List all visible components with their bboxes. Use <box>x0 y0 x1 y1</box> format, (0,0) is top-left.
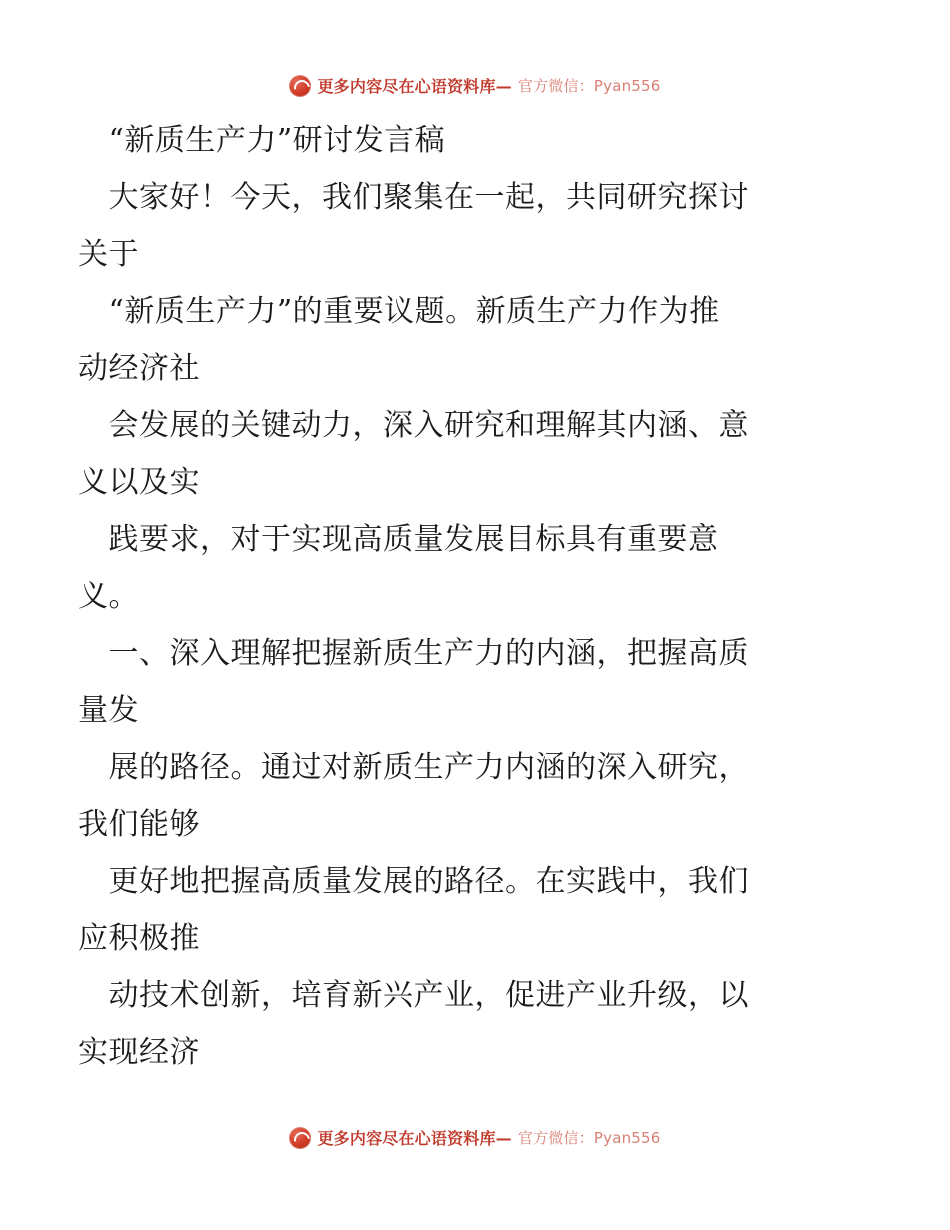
document-content <box>78 112 878 1081</box>
watermark-top <box>0 74 950 97</box>
text-line: 应积极推 <box>78 921 200 956</box>
text-line: 我们能够 <box>78 807 200 842</box>
paragraph-topic <box>78 283 878 397</box>
text-line: 一、深入理解把握新质生产力的内涵，把握高质 <box>78 636 749 671</box>
text-line: 义以及实 <box>78 465 200 500</box>
text-line: 义。 <box>78 579 139 614</box>
text-line: 实现经济 <box>78 1035 200 1070</box>
paragraph-practice <box>78 511 878 625</box>
paragraph-key-driver <box>78 397 878 511</box>
text-line: 大家好！今天，我们聚集在一起，共同研究探讨 <box>78 180 749 215</box>
paragraph-section-one <box>78 625 878 739</box>
paragraph-grasp <box>78 853 878 967</box>
text-line: 量发 <box>78 693 139 728</box>
watermark-main-text: 更多内容尽在心语资料库— <box>317 77 512 96</box>
text-line: 更好地把握高质量发展的路径。在实践中，我们 <box>78 864 749 899</box>
watermark-sub-text: 官方微信：Pyan556 <box>517 77 661 95</box>
document-title <box>78 112 878 169</box>
circle-logo-icon <box>289 75 311 97</box>
text-line: 践要求，对于实现高质量发展目标具有重要意 <box>78 522 719 557</box>
text-line: 会发展的关键动力，深入研究和理解其内涵、意 <box>78 408 749 443</box>
paragraph-path <box>78 739 878 853</box>
paragraph-innovation <box>78 967 878 1081</box>
text-line: “新质生产力”的重要议题。新质生产力作为推 <box>78 294 720 329</box>
circle-logo-icon <box>289 1127 311 1149</box>
text-line: 动经济社 <box>78 351 200 386</box>
text-line: 展的路径。通过对新质生产力内涵的深入研究， <box>78 750 749 785</box>
paragraph-greeting <box>78 169 878 283</box>
text-line: 关于 <box>78 237 139 272</box>
watermark-sub-text: 官方微信：Pyan556 <box>517 1129 661 1147</box>
text-line: 动技术创新，培育新兴产业，促进产业升级，以 <box>78 978 749 1013</box>
text-line: “新质生产力”研讨发言稿 <box>78 123 446 158</box>
watermark-bottom <box>0 1126 950 1149</box>
watermark-main-text: 更多内容尽在心语资料库— <box>317 1129 512 1148</box>
